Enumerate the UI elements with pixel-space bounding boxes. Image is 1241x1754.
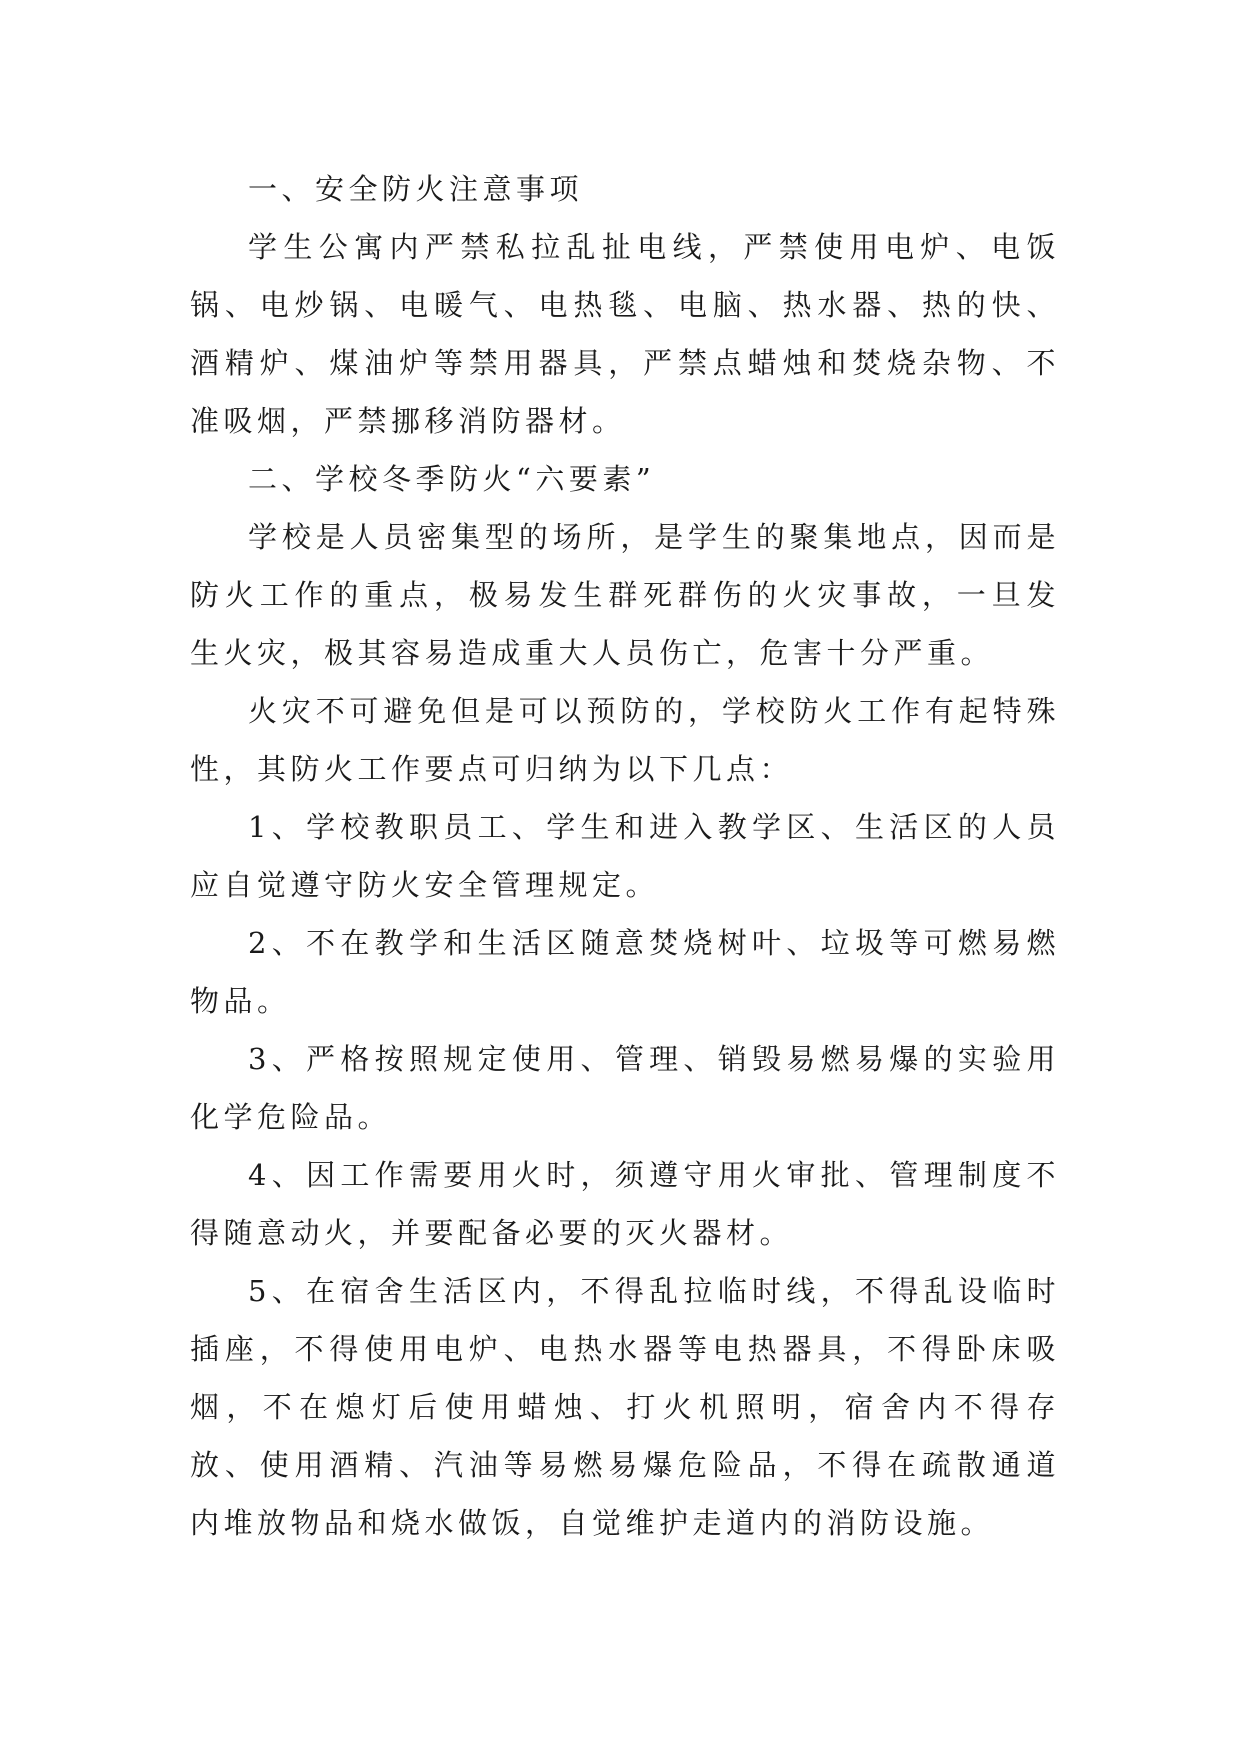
list-item-3: 3、严格按照规定使用、管理、销毁易燃易爆的实验用化学危险品。	[190, 1042, 1060, 1134]
section1-paragraph: 学生公寓内严禁私拉乱扯电线，严禁使用电炉、电饭锅、电炒锅、电暖气、电热毯、电脑、热水器、热的快、酒精炉、煤油炉等禁用器具，严禁点蜡烛和焚烧杂物、不准吸烟，严禁挪移消防器材。	[190, 230, 1060, 438]
section2-paragraph-2: 火灾不可避免但是可以预防的，学校防火工作有起特殊性，其防火工作要点可归纳为以下几点：	[190, 694, 1060, 786]
list-item-1: 1、学校教职员工、学生和进入教学区、生活区的人员应自觉遵守防火安全管理规定。	[190, 810, 1060, 902]
list-item-5: 5、在宿舍生活区内，不得乱拉临时线，不得乱设临时插座，不得使用电炉、电热水器等电热器具，不得卧床吸烟，不在熄灯后使用蜡烛、打火机照明，宿舍内不得存放、使用酒精、汽油等易燃易爆危险品，不得在疏散通道内堆放物品和烧水做饭，自觉维护走道内的消防设施。	[190, 1274, 1060, 1540]
document-body	[190, 160, 1060, 1552]
section2-heading: 二、学校冬季防火“六要素”	[248, 462, 656, 496]
section2-paragraph-1: 学校是人员密集型的场所，是学生的聚集地点，因而是防火工作的重点，极易发生群死群伤的火灾事故，一旦发生火灾，极其容易造成重大人员伤亡，危害十分严重。	[190, 520, 1060, 670]
list-item-2: 2、不在教学和生活区随意焚烧树叶、垃圾等可燃易燃物品。	[190, 926, 1060, 1018]
section1-heading: 一、安全防火注意事项	[248, 172, 584, 206]
list-item-4: 4、因工作需要用火时，须遵守用火审批、管理制度不得随意动火，并要配备必要的灭火器材。	[190, 1158, 1060, 1250]
